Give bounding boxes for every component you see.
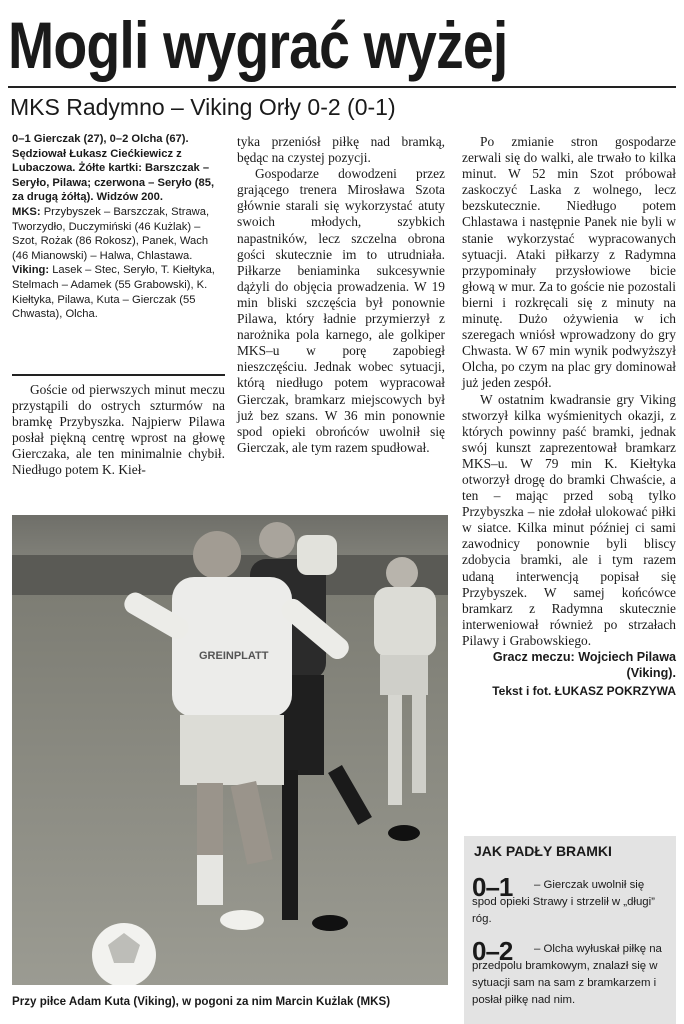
headline-rule [8, 86, 676, 88]
goal-score: 0–1 [472, 872, 513, 902]
viking-label: Viking: [12, 264, 50, 277]
goals-summary: 0–1 Gierczak (27), 0–2 Olcha (67). [12, 133, 189, 145]
lineup-divider [12, 374, 225, 376]
viking-players: Lasek – Stec, Seryło, T. Kiełtyka, Stelmach – Adamek (55 Grabowski), K. Kiełtyka, Pilawa, Kuta – Gierczak (55 Chwasta), Olcha. [12, 264, 215, 321]
player-of-match: Gracz meczu: Wojciech Pilawa (Viking). [492, 650, 676, 681]
article-column-1 [12, 382, 225, 479]
goals-sidebar [464, 836, 676, 1024]
jersey-sponsor: GREINPLATT [199, 650, 269, 662]
referee-cards-attendance: Sędziował Łukasz Ciećkiewicz z Lubaczowa. Żółte kartki: Barszczak – Seryło, Pilawa; czerwona – Seryło (85, za drugą żółtą). Widzów 200. [12, 147, 215, 204]
article-column-3 [462, 134, 676, 699]
match-result-subhead: MKS Radymno – Viking Orły 0-2 (0-1) [10, 94, 396, 120]
match-lineup-box [12, 132, 225, 322]
paragraph: Goście od pierwszych minut meczu przystąpili do ostrych szturmów na bramkę Przybyszka. Najpierw Pilawa posłał piękną centrę wprost na głowę Gierczaka, ale ten minimalnie chybił. Niedługo potem K. Kieł- [12, 382, 225, 478]
goal-description: – Olcha wyłuskał piłkę na przedpolu bramkowym, znalazł się w sytuacji sam na sam z bramkarzem i posłał piłkę nad nim. [472, 943, 662, 1006]
goal-description: – Gierczak uwolnił się spod opieki Strawy i strzelił w „długi” róg. [472, 879, 655, 925]
paragraph: W ostatnim kwadransie gry Viking stworzył kilka wyśmienitych okazji, z których powinny paść bramki, jednak swój kunszt zaprezentował bramkarz MKS–u. W 79 min K. Kiełtyka otworzył drogę do bramki Chwaście, a ten – mając przed sobą tylko Przybyszka – nie zdołał ulokować piłki w siatce. Kilka minut później ci sami zawodnicy ponownie byli bliscy zdobycia bramki, ale i tym razem udaną interwencją popisał się Przybyszek. W samej końcówce bramkarz z Radymna skutecznie interweniował również po strzałach Pilawy i Grabowskiego. [462, 391, 676, 648]
article-headline: Mogli wygrać wyżej [8, 8, 508, 82]
match-photo [12, 515, 448, 985]
paragraph: tyka przeniósł piłkę nad bramką, będąc na czystej pozycji. [237, 134, 445, 166]
goal-score: 0–2 [472, 936, 513, 966]
article-column-2 [237, 134, 445, 456]
author-credit: Tekst i fot. ŁUKASZ POKRZYWA [492, 684, 676, 699]
paragraph: Gospodarze dowodzeni przez grającego trenera Mirosława Szota głównie starali się wykorzystać atuty swoich młodych, szybkich napastników, lecz szczelna obrona gości skutecznie im to utrudniała. Piłkarze beniaminka sukcesywnie dążyli do objęcia prowadzenia. W 19 min bliski szczęścia był ponownie Pilawa, który ładnie przymierzył z narożnika pola karnego, ale golkiper MKS–u w porę zapobiegł nieszczęściu. Jednak wobec sytuacji, którą niedługo potem wypracował Gierczak, bramkarz miejscowych był już bez szans. W 36 min ponownie spod opieki obrońców uwolnił się Gierczak, ale tym razem spudłował. [237, 166, 445, 455]
mks-lineup [12, 205, 225, 263]
goals-sidebar-title: JAK PADŁY BRAMKI [474, 843, 612, 859]
mks-label: MKS: [12, 205, 41, 218]
viking-lineup [12, 263, 225, 321]
match-photo-illustration [12, 515, 448, 985]
paragraph: Po zmianie stron gospodarze zerwali się do walki, ale trwało to kilka minut. W 52 min Szot próbował zaskoczyć Laska z wolnego, lecz bezskutecznie. Niedługo potem Chlastawa i następnie Panek nie byli w stanie wykorzystać wypracowanych sytuacji. Ataki piłkarzy z Radymna przypominały przysłowiowe bicie głową w mur. Za to goście nie pozostali bierni i rozkręcali się z minuty na minutę. Dużo ożywienia w ich szeregach wniósł wprowadzony do gry Chwasta. W 67 min wynik podwyższył Olcha, po czym na plac gry dominował już jeden zespół. [462, 134, 676, 391]
photo-caption: Przy piłce Adam Kuta (Viking), w pogoni za nim Marcin Kużlak (MKS) [12, 995, 391, 1008]
mks-players: Przybyszek – Barszczak, Strawa, Tworzydło, Duczymiński (46 Kużlak) – Szot, Rożak (86 Rokosz), Panek, Wach (46 Mianowski) – Halwa, Chlastawa. [12, 205, 210, 262]
